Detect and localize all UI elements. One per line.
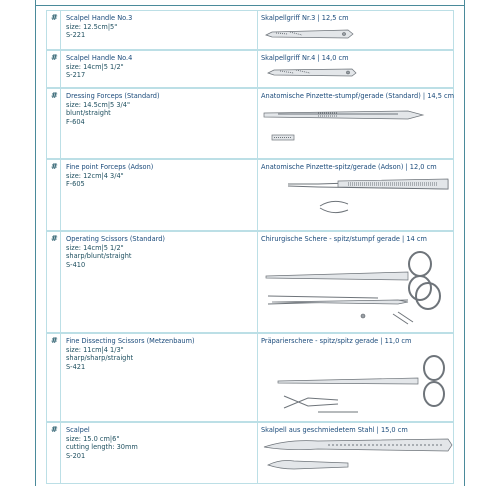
- item-code: S-201: [66, 451, 86, 460]
- item-description: [66, 426, 138, 460]
- scissors-icon: [258, 232, 456, 332]
- item-caption: Anatomische Pinzette-stumpf/gerade (Standard) | 14,5 cm: [261, 92, 455, 100]
- item-code: S-421: [66, 362, 86, 371]
- item-tip: blunt/straight: [66, 109, 111, 118]
- item-code: F-604: [66, 117, 85, 126]
- item-description: [66, 54, 132, 80]
- forceps-icon: [258, 89, 456, 158]
- item-caption: Skalpellgriff Nr.4 | 14,0 cm: [261, 54, 349, 62]
- item-size: size: 12.5cm|5": [66, 22, 118, 31]
- item-code: F-605: [66, 180, 85, 189]
- item-size: size: 15.0 cm|6": [66, 434, 120, 443]
- item-description: [66, 14, 132, 40]
- table-row: [46, 422, 454, 484]
- item-description: [66, 235, 165, 269]
- item-size: size: 14.5cm|5 3/4": [66, 100, 130, 109]
- item-tip: sharp/sharp/straight: [66, 354, 134, 363]
- table-row: [46, 88, 454, 159]
- item-caption: Präparierschere - spitz/spitz gerade | 11,0 cm: [261, 337, 412, 345]
- row-marker: #: [51, 425, 58, 434]
- row-marker: #: [51, 234, 58, 243]
- item-name: Scalpel: [66, 426, 90, 434]
- row-marker: #: [51, 91, 58, 100]
- item-name: Fine point Forceps (Adson): [66, 163, 154, 171]
- scalpel-icon: [258, 423, 456, 483]
- item-description: [66, 92, 160, 126]
- item-size: size: 12cm|4 3/4": [66, 171, 124, 180]
- item-name: Fine Dissecting Scissors (Metzenbaum): [66, 337, 195, 345]
- item-caption: Skalpell aus geschmiedetem Stahl | 15,0 cm: [261, 426, 408, 434]
- table-row: [46, 50, 454, 88]
- item-caption: Chirurgische Schere - spitz/stumpf gerade | 14 cm: [261, 235, 427, 243]
- table-row: [46, 231, 454, 333]
- row-marker: #: [51, 336, 58, 345]
- scalpel-handle-icon: [258, 51, 456, 87]
- item-code: S-410: [66, 260, 86, 269]
- item-code: S-217: [66, 71, 86, 80]
- item-cutting-length: cutting length: 30mm: [66, 443, 138, 452]
- item-description: [66, 163, 153, 189]
- item-name: Scalpel Handle No.3: [66, 14, 133, 22]
- table-row: [46, 159, 454, 231]
- scalpel-handle-icon: [258, 11, 456, 49]
- item-size: size: 14cm|5 1/2": [66, 243, 124, 252]
- item-size: size: 14cm|5 1/2": [66, 62, 124, 71]
- item-caption: Skalpellgriff Nr.3 | 12,5 cm: [261, 14, 349, 22]
- row-marker: #: [51, 13, 58, 22]
- dissecting-scissors-icon: [258, 334, 456, 421]
- adson-forceps-icon: [258, 160, 456, 230]
- item-name: Dressing Forceps (Standard): [66, 92, 160, 100]
- table-top-border: [36, 0, 464, 6]
- row-marker: #: [51, 162, 58, 171]
- item-caption: Anatomische Pinzette-spitz/gerade (Adson) | 12,0 cm: [261, 163, 437, 171]
- table-row: [46, 10, 454, 50]
- row-marker: #: [51, 53, 58, 62]
- item-code: S-221: [66, 31, 86, 40]
- item-tip: sharp/blunt/straight: [66, 252, 132, 261]
- item-name: Scalpel Handle No.4: [66, 54, 133, 62]
- item-name: Operating Scissors (Standard): [66, 235, 165, 243]
- table-row: [46, 333, 454, 422]
- product-table: [35, 0, 465, 486]
- item-size: size: 11cm|4 1/3": [66, 345, 124, 354]
- item-description: [66, 337, 195, 371]
